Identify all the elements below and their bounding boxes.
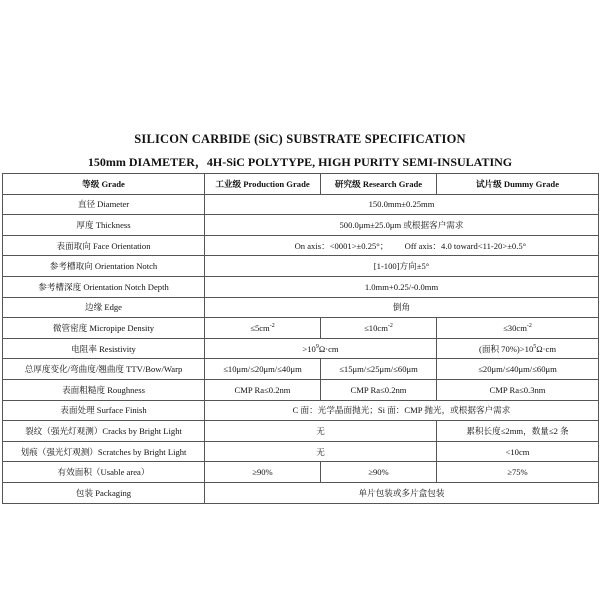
row-scratches [3, 441, 599, 462]
row-label: 直径 Diameter [3, 194, 205, 215]
notch-depth-value: 1.0mm+0.25/-0.0mm [205, 276, 599, 297]
row-notch-depth [3, 276, 599, 297]
row-face-orientation [3, 235, 599, 256]
roughness-research: CMP Ra≤0.2nm [321, 379, 437, 400]
header-dummy: 试片级 Dummy Grade [437, 174, 599, 195]
resistivity-dummy-exponent: 5 [533, 343, 537, 350]
row-diameter [3, 194, 599, 215]
row-packaging [3, 482, 599, 503]
thickness-value: 500.0μm±25.0μm 或根据客户需求 [205, 215, 599, 236]
ttv-research: ≤15μm/≤25μm/≤60μm [321, 359, 437, 380]
ttv-dummy: ≤20μm/≤40μm/≤60μm [437, 359, 599, 380]
row-label: 划痕（强光灯观测）Scratches by Bright Light [3, 441, 205, 462]
diameter-value: 150.0mm±0.25mm [205, 194, 599, 215]
resistivity-dummy-unit: Ω·cm [536, 343, 556, 354]
scratches-dummy: <10cm [437, 441, 599, 462]
row-roughness [3, 379, 599, 400]
row-surface-finish [3, 400, 599, 421]
specification-table [2, 173, 599, 504]
usable-area-dummy: ≥75% [437, 462, 599, 483]
edge-value: 倒角 [205, 297, 599, 318]
cracks-prod-research: 无 [205, 421, 437, 442]
resistivity-unit: Ω·cm [318, 343, 339, 354]
row-thickness [3, 215, 599, 236]
row-micropipe [3, 318, 599, 339]
roughness-dummy: CMP Ra≤0.3nm [437, 379, 599, 400]
row-label: 表面取向 Face Orientation [3, 235, 205, 256]
micropipe-exponent: -2 [526, 323, 532, 330]
micropipe-research-value: ≤10cm [364, 322, 388, 333]
row-label: 有效面积（Usable area） [3, 462, 205, 483]
row-label: 参考槽深度 Orientation Notch Depth [3, 276, 205, 297]
table-header-row [3, 174, 599, 195]
row-usable-area [3, 462, 599, 483]
usable-area-production: ≥90% [205, 462, 321, 483]
micropipe-exponent: -2 [387, 323, 393, 330]
notch-value: [1-100]方向±5° [205, 256, 599, 277]
resistivity-base: >10 [302, 343, 316, 354]
roughness-production: CMP Ra≤0.2nm [205, 379, 321, 400]
micropipe-production-value: ≤5cm [250, 322, 270, 333]
micropipe-dummy [437, 318, 599, 339]
off-axis-value: Off axis：4.0 toward<11-20>±0.5° [404, 240, 527, 251]
resistivity-prod-research [205, 338, 437, 359]
cracks-dummy: 累积长度≤2mm，数量≤2 条 [437, 421, 599, 442]
row-label: 参考槽取向 Orientation Notch [3, 256, 205, 277]
document-title: SILICON CARBIDE (SiC) SUBSTRATE SPECIFICATION [134, 132, 466, 146]
row-label: 包装 Packaging [3, 482, 205, 503]
row-label: 边缘 Edge [3, 297, 205, 318]
row-label: 裂纹（强光灯观测）Cracks by Bright Light [3, 421, 205, 442]
row-notch [3, 256, 599, 277]
resistivity-dummy [437, 338, 599, 359]
header-grade: 等级 Grade [3, 174, 205, 195]
row-label: 厚度 Thickness [3, 215, 205, 236]
row-cracks [3, 421, 599, 442]
usable-area-research: ≥90% [321, 462, 437, 483]
surface-finish-value: C 面：光学晶面抛光；Si 面：CMP 抛光，或根据客户需求 [205, 400, 599, 421]
micropipe-exponent: -2 [269, 323, 275, 330]
document-subtitle: 150mm DIAMETER，4H-SiC POLYTYPE, HIGH PURITY SEMI-INSULATING [87, 155, 513, 169]
row-resistivity [3, 338, 599, 359]
header-production: 工业级 Production Grade [205, 174, 321, 195]
on-axis-value: On axis：<0001>±0.25°； [294, 240, 389, 251]
micropipe-dummy-value: ≤30cm [503, 322, 527, 333]
row-edge [3, 297, 599, 318]
resistivity-exponent: 9 [315, 343, 319, 350]
micropipe-research [321, 318, 437, 339]
row-label: 表面处理 Surface Finish [3, 400, 205, 421]
packaging-value: 单片包装或多片盒包装 [205, 482, 599, 503]
scratches-prod-research: 无 [205, 441, 437, 462]
resistivity-dummy-base: (面积 70%)>10 [478, 343, 534, 354]
ttv-production: ≤10μm/≤20μm/≤40μm [205, 359, 321, 380]
row-label: 电阻率 Resistivity [3, 338, 205, 359]
row-ttv [3, 359, 599, 380]
row-label: 表面粗糙度 Roughness [3, 379, 205, 400]
row-label: 微管密度 Micropipe Density [3, 318, 205, 339]
header-research: 研究级 Research Grade [321, 174, 437, 195]
face-orientation-value [205, 235, 599, 256]
row-label: 总厚度变化/弯曲度/翘曲度 TTV/Bow/Warp [3, 359, 205, 380]
micropipe-production [205, 318, 321, 339]
